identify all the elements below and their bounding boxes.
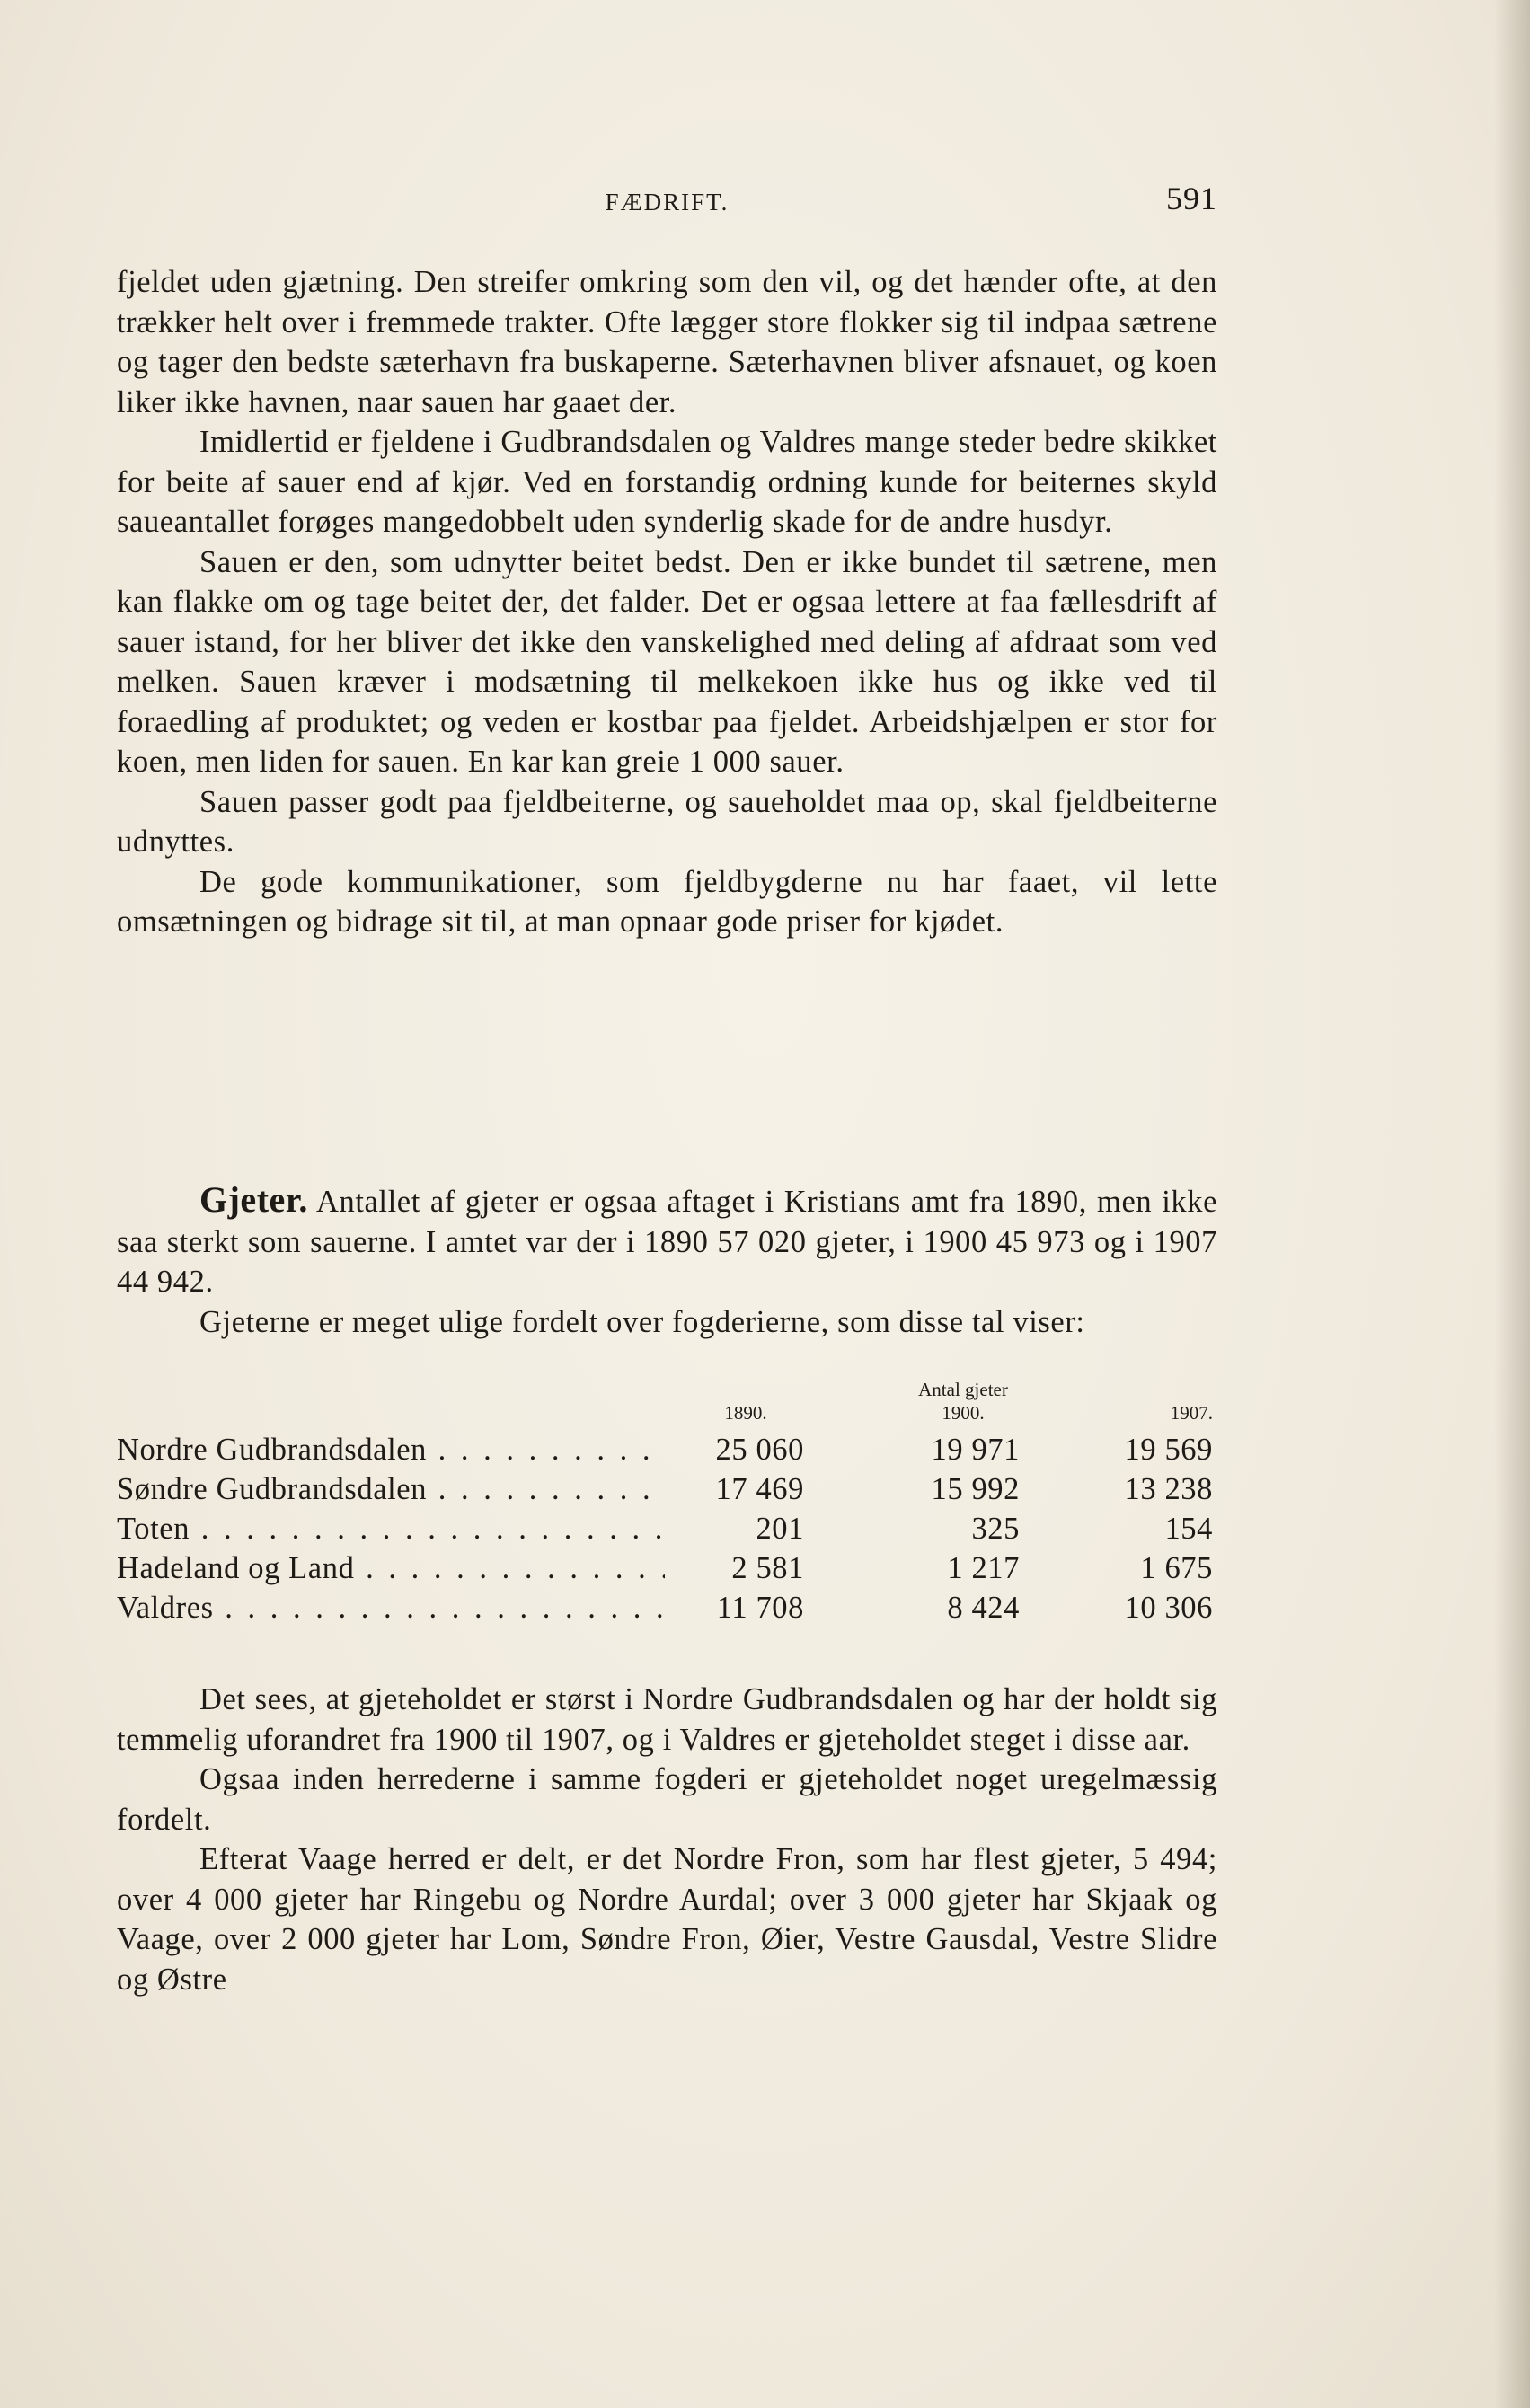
cell-1890: 17 469 <box>715 1472 804 1506</box>
section-gjeter <box>117 1180 1217 1342</box>
row-label: Nordre Gudbrandsdalen . . . <box>117 1433 665 1468</box>
cell-1907: 154 <box>1164 1512 1213 1546</box>
cell-1890: 201 <box>756 1512 804 1546</box>
section-intro-paragraph <box>117 1180 1217 1302</box>
page-header <box>117 180 1217 225</box>
cell-1900: 15 992 <box>931 1472 1020 1506</box>
paragraph: Ogsaa inden herrederne i samme fogderi er gjeteholdet noget uregelmæssig fordelt. <box>117 1762 1217 1837</box>
row-label: Hadeland og Land . . . <box>117 1551 665 1586</box>
paragraph: fjeldet uden gjætning. Den streifer omkring som den vil, og det hænder ofte, at den trækker helt over i fremmede trakter. Ofte lægger store flokker sig til indpaa sætrene og tager den bedste sæterhavn fra buskaperne. Sæterhavnen bliver afsnauet, og koen liker ikke havnen, naar sauen har gaaet der. <box>117 265 1217 419</box>
paragraph: Sauen passer godt paa fjeldbeiterne, og saueholdet maa op, skal fjeldbeiterne udnyttes. <box>117 784 1217 859</box>
paragraph: Gjeterne er meget ulige fordelt over fogderierne, som disse tal viser: <box>199 1304 1085 1339</box>
cell-1900: 8 424 <box>947 1591 1020 1625</box>
table-group-header: Antal gjeter <box>918 1379 1008 1400</box>
year-header-1890: 1890. <box>724 1402 767 1424</box>
row-label: Søndre Gudbrandsdalen . . . <box>117 1472 665 1507</box>
section-intro-text: Antallet af gjeter er ogsaa aftaget i Kristians amt fra 1890, men ikke saa sterkt som sauerne. I amtet var der i 1890 57 020 gjeter, i 1900 45 973 og i 1907 44 942. <box>117 1185 1217 1299</box>
body-text-bottom <box>117 1680 1217 1999</box>
cell-1907: 19 569 <box>1124 1433 1213 1467</box>
body-text-top <box>117 262 1217 942</box>
paragraph: De gode kommunikationer, som fjeldbygderne nu har faaet, vil lette omsætningen og bidrage sit til, at man opnaar gode priser for kjødet. <box>117 864 1217 939</box>
paragraph: Det sees, at gjeteholdet er størst i Nordre Gudbrandsdalen og har der holdt sig temmelig uforandret fra 1900 til 1907, og i Valdres er gjeteholdet steget i disse aar. <box>117 1682 1217 1757</box>
cell-1890: 2 581 <box>731 1551 804 1585</box>
cell-1907: 10 306 <box>1124 1591 1213 1625</box>
page-number: 591 <box>1166 181 1217 216</box>
cell-1900: 1 217 <box>947 1551 1020 1585</box>
paragraph: Imidlertid er fjeldene i Gudbrandsdalen og Valdres mange steder bedre skikket for beite af sauer end af kjør. Ved en forstandig ordning kunde for beiternes skyld saueantallet forøges mangedobbelt uden synderlig skade for de andre husdyr. <box>117 425 1217 539</box>
running-head: FÆDRIFT. <box>605 189 730 216</box>
row-label: Valdres . . . <box>117 1591 665 1626</box>
table-row <box>117 1472 1217 1512</box>
table-row <box>117 1591 1217 1630</box>
section-title: Gjeter. <box>199 1179 308 1220</box>
page-edge-shadow <box>1494 0 1530 2408</box>
year-header-1907: 1907. <box>1170 1402 1213 1424</box>
year-header-1900: 1900. <box>942 1402 985 1424</box>
cell-1890: 25 060 <box>715 1433 804 1467</box>
row-label: Toten . . . <box>117 1512 665 1547</box>
table-row <box>117 1512 1217 1551</box>
paragraph: Sauen er den, som udnytter beitet bedst. Den er ikke bundet til sætrene, men kan flakke om og tage beitet der, det falder. Det er ogsaa lettere at faa fællesdrift af sauer istand, for her bliver det ikke den vanskelighed med deling af afdraat som ved melken. Sauen kræver i modsætning til melkekoen ikke hus og ikke ved til foraedling af produktet; og veden er kostbar paa fjeldet. Arbeidshjælpen er stor for koen, men liden for sauen. En kar kan greie 1 000 sauer. <box>117 544 1217 779</box>
cell-1907: 1 675 <box>1140 1551 1213 1585</box>
cell-1890: 11 708 <box>716 1591 804 1625</box>
cell-1900: 325 <box>971 1512 1020 1546</box>
table-row <box>117 1551 1217 1591</box>
table-row <box>117 1433 1217 1472</box>
cell-1907: 13 238 <box>1124 1472 1213 1506</box>
paragraph: Efterat Vaage herred er delt, er det Nordre Fron, som har flest gjeter, 5 494; over 4 000 gjeter har Ringebu og Nordre Aurdal; over 3 000 gjeter har Skjaak og Vaage, over 2 000 gjeter har Lom, Søndre Fron, Øier, Vestre Gausdal, Vestre Slidre og Østre <box>117 1842 1217 1997</box>
cell-1900: 19 971 <box>931 1433 1020 1467</box>
